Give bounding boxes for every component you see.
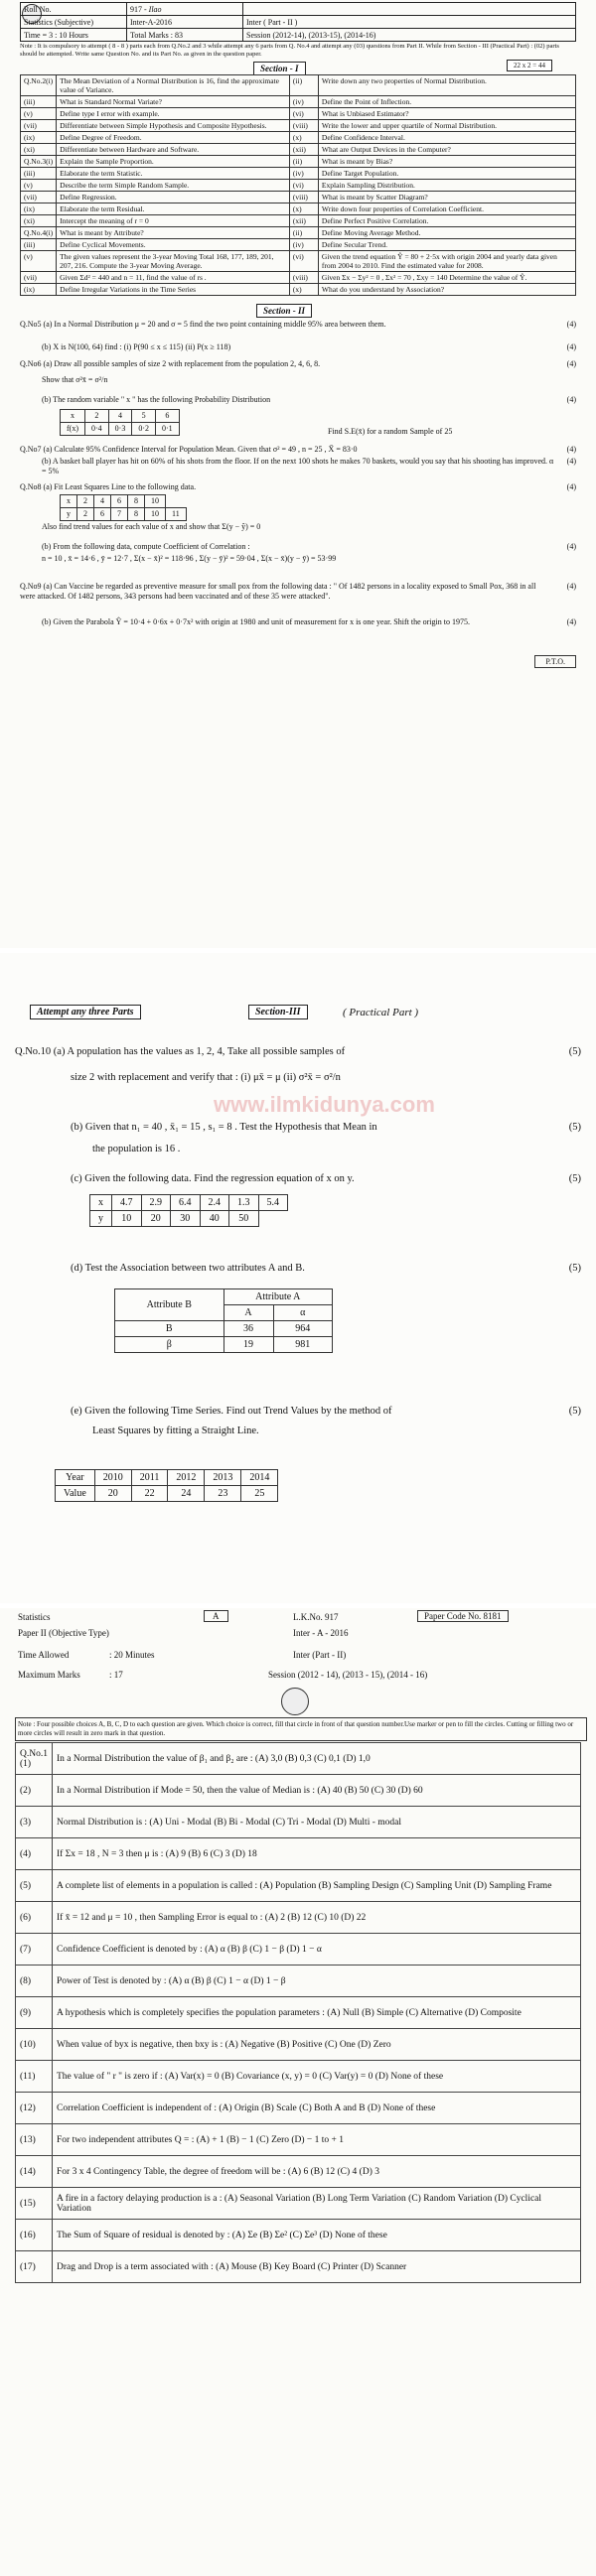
question-text: Define Degree of Freedom. [57,132,290,144]
mcq-row [16,2061,581,2093]
question-number: (vi) [289,108,318,120]
mcq-text: For two independent attributes Q = : (A) + 1 (B) − 1 (C) Zero (D) − 1 to + 1 [53,2124,581,2156]
mcq-number: (14) [16,2156,53,2188]
table-cell: 0·4 [85,423,109,436]
subjective-page [0,0,596,948]
q10a-verify: size 2 with replacement and verify that : (i) μx̄ = μ (ii) σ²x̄ = σ²/n [71,1072,341,1083]
q9a: Q.No9 (a) Can Vaccine be regarded as preventive measure for small pox from the following data : " Of 1482 persons in a locality exposed to Small Pox, 368 in all were attacked. Of 1482 persons, 343 persons had been vaccinated and of these 35 were attacked". (4) [20,582,576,601]
question-number: (v) [21,180,57,192]
mcq-row [16,1902,581,1934]
question-text: Elaborate the term Residual. [57,203,290,215]
short-question-row [21,239,576,251]
q10d-table [114,1288,333,1353]
session: Session (2012-14), (2013-15), (2014-16) [243,29,576,42]
mcq-number: (11) [16,2061,53,2093]
mcq-row [16,1743,581,1775]
short-question-row [21,215,576,227]
table-cell: 964 [273,1321,332,1337]
instructions-note: Note : It is compulsory to attempt ( 8 - 8 ) parts each from Q.No.2 and 3 while attempt any 6 parts from Q. No.4 and attempt any (03) questions from Part II. While from Section - III (Practical Part) : (02) parts should be attempted. Write same Question No. and its Part No. as given in the question paper. [20,43,559,58]
attempt-instruction: Attempt any three Parts [30,1005,141,1019]
lk-number: L.K.No. 917 [293,1612,339,1622]
table-cell: 7 [111,508,128,521]
q10e-cont: Least Squares by fitting a Straight Line. [92,1425,259,1436]
mcq-text: If x̄ = 12 and μ = 10 , then Sampling Error is equal to : (A) 2 (B) 12 (C) 10 (D) 22 [53,1902,581,1934]
mcq-number: (5) [16,1870,53,1902]
mcq-row [16,1775,581,1807]
subject: Statistics (Subjective) [21,16,127,29]
table-cell: 0·3 [108,423,132,436]
question-number: (ii) [289,227,318,239]
time-allowed-value: : 20 Minutes [109,1650,155,1660]
subject-label: Statistics [18,1612,51,1622]
table-cell: 10 [112,1211,142,1227]
question-number: (vii) [21,120,57,132]
mcq-number: (8) [16,1966,53,1997]
mcq-number: (9) [16,1997,53,2029]
table-cell: 0·1 [156,423,180,436]
practical-page [0,953,596,1603]
section-1-title: Section - I [253,62,306,75]
mcq-row [16,2029,581,2061]
question-number: (ix) [21,203,57,215]
q8a-table-wrap [20,492,576,523]
mcq-number: (6) [16,1902,53,1934]
watermark: www.ilmkidunya.com [214,1092,435,1117]
marks: (4) [566,582,576,591]
question-number: (iv) [289,168,318,180]
q10e: (e) Given the following Time Series. Find out Trend Values by the method of (5) [71,1406,581,1417]
table-row [115,1321,333,1337]
roll-label: Roll No. [21,3,127,16]
q5a: Q.No5 (a) In a Normal Distribution μ = 20 and σ = 5 find the two point containing middle 95% area between them. (4) [20,320,576,329]
question-text: Define Irregular Variations in the Time Series [57,284,290,296]
question-text: Describe the term Simple Random Sample. [57,180,290,192]
table-cell: 20 [141,1211,171,1227]
table-cell: 40 [200,1211,229,1227]
question-text: Define Regression. [57,192,290,203]
mcq-note: Note : Four possible choices A, B, C, D to each question are given. Which choice is correct, fill that circle in front of that question number.Use marker or pen to fill the circles. Cutting or filling two or more circles will result in zero mark in that question. [15,1717,587,1741]
mcq-text: Confidence Coefficient is denoted by : (A) α (B) β (C) 1 − β (D) 1 − α [53,1934,581,1966]
question-number: (xi) [21,144,57,156]
table-cell: 24 [168,1486,205,1502]
q10b-cont: the population is 16 . [92,1144,181,1154]
mcq-text: Normal Distribution is : (A) Uni - Modal (B) Bi - Modal (C) Tri - Modal (D) Multi - modal [53,1807,581,1838]
question-text: Define Confidence Interval. [318,132,575,144]
question-number: (xi) [21,215,57,227]
mcq-row [16,1807,581,1838]
short-question-row [21,272,576,284]
question-text: What is Standard Normal Variate? [57,96,290,108]
question-number: (iv) [289,96,318,108]
table-row [115,1337,333,1353]
marks: (5) [568,1406,581,1417]
table-cell: f(x) [61,423,85,436]
table-cell: 30 [171,1211,201,1227]
question-number: Q.No.2(i) [21,75,57,96]
table-row [61,423,180,436]
question-text: Define Perfect Positive Correlation. [318,215,575,227]
mcq-text: If Σx = 18 , N = 3 then μ is : (A) 9 (B) 6 (C) 3 (D) 18 [53,1838,581,1870]
short-question-row [21,75,576,96]
table-cell: 6.4 [171,1195,201,1211]
short-question-row [21,192,576,203]
section-1-marks: 22 x 2 = 44 [507,60,552,71]
mcq-table [15,1742,581,2283]
mcq-row [16,1997,581,2029]
table-row [56,1470,278,1486]
table-cell: 2014 [241,1470,278,1486]
marks: (4) [566,320,576,329]
table-cell: y [90,1211,112,1227]
question-number: Q.No.3(i) [21,156,57,168]
table-cell: x [61,410,85,423]
mcq-text: The Sum of Square of residual is denoted by : (A) Σe (B) Σe² (C) Σe³ (D) None of these [53,2220,581,2251]
col-alpha: α [273,1305,332,1321]
question-text: Define type I error with example. [57,108,290,120]
q7b: (b) A basket ball player has hit on 60% of his shots from the floor. If on the next 100 shots he makes 70 baskets, would you say that his shooting has improved. α = 5% (4) [42,457,576,475]
mcq-text: A complete list of elements in a population is called : (A) Population (B) Sampling Design (C) Sampling Unit (D) Sampling Frame [53,1870,581,1902]
mcq-number: (4) [16,1838,53,1870]
mcq-text: For 3 x 4 Contingency Table, the degree of freedom will be : (A) 6 (B) 12 (C) 4 (D) 3 [53,2156,581,2188]
q10a: Q.No.10 (a) A population has the values as 1, 2, 4, Take all possible samples of (5) [15,1046,581,1057]
q8a-trend: Also find trend values for each value of x and show that Σ(y − ŷ) = 0 [42,522,261,531]
mcq-number: (13) [16,2124,53,2156]
question-text: What do you understand by Association? [318,284,575,296]
question-number: (xii) [289,215,318,227]
mcq-text: Correlation Coefficient is independent of : (A) Origin (B) Scale (C) Both A and B (D) None of these [53,2093,581,2124]
marks: (4) [566,445,576,454]
question-text: Intercept the meaning of r = 0 [57,215,290,227]
question-text: Define Moving Average Method. [318,227,575,239]
question-number: (vii) [21,192,57,203]
mcq-text: Power of Test is denoted by : (A) α (B) β (C) 1 − α (D) 1 − β [53,1966,581,1997]
mcq-number: (16) [16,2220,53,2251]
question-number: (vii) [21,272,57,284]
mcq-number: (2) [16,1775,53,1807]
table-cell: 2010 [94,1470,131,1486]
mcq-row [16,1838,581,1870]
q10c: (c) Given the following data. Find the regression equation of x on y. (5) [71,1173,581,1184]
question-text: Explain Sampling Distribution. [318,180,575,192]
marks: (4) [566,359,576,368]
paper-header [20,2,576,42]
mcq-row [16,2124,581,2156]
table-cell: 0·2 [132,423,156,436]
question-text: Write the lower and upper quartile of Normal Distribution. [318,120,575,132]
question-number: (ii) [289,156,318,168]
table-cell: y [61,508,77,521]
header-attr-b: Attribute B [115,1289,224,1321]
question-number: (iv) [289,239,318,251]
short-question-row [21,96,576,108]
question-number: Q.No.4(i) [21,227,57,239]
mcq-text: A hypothesis which is completely specifies the population parameters : (A) Null (B) Simple (C) Alternative (D) Composite [53,1997,581,2029]
question-number: (viii) [289,192,318,203]
mcq-number: (15) [16,2188,53,2220]
question-text: Write down any two properties of Normal Distribution. [318,75,575,96]
q10d: (d) Test the Association between two attributes A and B. (5) [71,1263,581,1274]
marks: (4) [566,482,576,491]
q10c-table-wrap [89,1194,288,1227]
table-cell: 23 [205,1486,241,1502]
question-number: (vi) [289,251,318,272]
short-question-row [21,284,576,296]
short-question-row [21,132,576,144]
question-text: What is meant by Attribute? [57,227,290,239]
short-questions-table [20,74,576,296]
q5b: (b) X is N(100, 64) find : (i) P(90 ≤ x ≤ 115) (ii) P(x ≥ 118) (4) [42,342,576,351]
question-text: Elaborate the term Statistic. [57,168,290,180]
mcq-number: (3) [16,1807,53,1838]
table-cell: 10 [145,508,166,521]
question-number: (ix) [21,132,57,144]
short-question-row [21,108,576,120]
mcq-text: A fire in a factory delaying production is a : (A) Seasonal Variation (B) Long Term Variation (C) Random Variation (D) Cyclical Variation [53,2188,581,2220]
question-text: Differentiate between Hardware and Software. [57,144,290,156]
short-question-row [21,251,576,272]
mcq-number: Q.No.1 (1) [16,1743,53,1775]
short-question-row [21,168,576,180]
table-cell: 4 [94,495,111,508]
handwritten-code: - Ilao [144,4,162,14]
time: Time = 3 : 10 Hours [21,29,127,42]
table-cell: 2012 [168,1470,205,1486]
col-a: A [224,1305,273,1321]
table-cell: 22 [131,1486,168,1502]
table-cell: 11 [166,508,187,521]
max-marks-value: : 17 [109,1670,123,1680]
mcq-row [16,2156,581,2188]
question-number: (iii) [21,168,57,180]
short-question-row [21,144,576,156]
session-top: Inter-A-2016 [127,16,243,29]
mcq-row [16,2093,581,2124]
table-cell: 8 [128,495,145,508]
q6b-find: Find S.E(x̄) for a random Sample of 25 [328,427,453,436]
q6b-table [60,409,180,436]
short-question-row [21,180,576,192]
q9b: (b) Given the Parabola Ŷ = 10·4 + 0·6x + 0·7x² with origin at 1980 and unit of measurement for x is one year. Shift the origin to 1975. (4) [42,617,576,626]
question-text: Write down four properties of Correlation Coefficient. [318,203,575,215]
question-text: The given values represent the 3-year Moving Total 168, 177, 189, 201, 207, 216. Compute the 3-year Moving Average. [57,251,290,272]
max-marks-label: Maximum Marks [18,1670,80,1680]
table-cell: 1.3 [229,1195,259,1211]
table-cell: 6 [94,508,111,521]
mcq-text: In a Normal Distribution if Mode = 50, then the value of Median is : (A) 40 (B) 50 (C) 30 (D) 60 [53,1775,581,1807]
short-question-row [21,227,576,239]
table-cell: β [115,1337,224,1353]
table-cell: 6 [111,495,128,508]
table-row [90,1195,288,1211]
mcq-number: (12) [16,2093,53,2124]
table-cell: 25 [241,1486,278,1502]
table-row [61,508,187,521]
pto-label: P.T.O. [534,655,576,668]
question-text: Define Target Population. [318,168,575,180]
q10c-table [89,1194,288,1227]
objective-page [0,1608,596,2576]
table-row [90,1211,288,1227]
table-cell: 4 [108,410,132,423]
marks: (4) [566,617,576,626]
table-cell: 8 [128,508,145,521]
question-number: (ix) [21,284,57,296]
paper-code: 917 [130,4,142,14]
table-cell: 20 [94,1486,131,1502]
question-text: Given Σd² = 440 and n = 11, find the value of rs . [57,272,290,284]
short-question-row [21,203,576,215]
table-cell: 2 [77,495,94,508]
q10d-table-wrap [114,1288,333,1353]
question-text: The Mean Deviation of a Normal Distribution is 16, find the approximate value of Variance. [57,75,290,96]
question-text: Define Secular Trend. [318,239,575,251]
question-text: What is meant by Bias? [318,156,575,168]
question-text: Define the Point of Inflection. [318,96,575,108]
q8b-data: n = 10 , x̄ = 14·6 , ȳ = 12·7 , Σ(x − x̄)² = 118·96 , Σ(y − ȳ)² = 59·04 , Σ(x − x̄)(y − ȳ) = 53·99 [42,554,337,563]
table-cell: x [90,1195,112,1211]
time-allowed-label: Time Allowed [18,1650,70,1660]
table-cell: 5.4 [258,1195,288,1211]
table-cell: 50 [229,1211,259,1227]
question-number: (ii) [289,75,318,96]
table-row [61,410,180,423]
question-number: (v) [21,251,57,272]
question-text: Define Cyclical Movements. [57,239,290,251]
table-cell: 2 [85,410,109,423]
mcq-number: (7) [16,1934,53,1966]
practical-label: ( Practical Part ) [343,1007,419,1018]
mcq-number: (17) [16,2251,53,2283]
question-text: Given Σx − Σy² = 0 , Σx² = 70 , Σxy = 140 Determine the value of Ŷ. [318,272,575,284]
question-text: What is meant by Scatter Diagram? [318,192,575,203]
question-text: Differentiate between Simple Hypothesis and Composite Hypothesis. [57,120,290,132]
mcq-text: The value of " r " is zero if : (A) Var(x) = 0 (B) Covariance (x, y) = 0 (C) Var(y) = 0 (D) None of these [53,2061,581,2093]
question-text: What are Output Devices in the Computer? [318,144,575,156]
question-number: (viii) [289,272,318,284]
mcq-row [16,2251,581,2283]
question-number: (v) [21,108,57,120]
question-number: (xii) [289,144,318,156]
question-number: (x) [289,284,318,296]
mcq-row [16,2188,581,2220]
q6a-show: Show that σ²x̄ = σ²/n [42,375,108,384]
part: Inter ( Part - II ) [243,16,576,29]
q8a-table [60,494,187,521]
paper-set-box: A [204,1610,228,1622]
board-logo [281,1688,309,1715]
mcq-text: In a Normal Distribution the value of β₁ and β₂ are : (A) 3,0 (B) 0,3 (C) 0,1 (D) 1,0 [53,1743,581,1775]
session-top: Inter - A - 2016 [293,1628,349,1638]
q6b: (b) The random variable " x " has the following Probability Distribution (4) [42,395,576,404]
mcq-text: Drag and Drop is a term associated with : (A) Mouse (B) Key Board (C) Printer (D) Scanner [53,2251,581,2283]
question-number: (viii) [289,120,318,132]
table-cell: Year [56,1470,95,1486]
q8b: (b) From the following data, compute Coefficient of Correlation : (4) [42,542,576,551]
table-cell: 2013 [205,1470,241,1486]
table-cell: 2.4 [200,1195,229,1211]
table-cell: 10 [145,495,166,508]
total-marks: Total Marks : 83 [127,29,243,42]
header-attr-a: Attribute A [224,1289,333,1305]
short-question-row [21,156,576,168]
mcq-row [16,1966,581,1997]
table-cell: 6 [156,410,180,423]
q6a: Q.No6 (a) Draw all possible samples of size 2 with replacement from the population 2, 4, 6, 8. (4) [20,359,576,368]
q10b: (b) Given that n₁ = 40 , x̄₁ = 15 , s₁ = 8 . Test the Hypothesis that Mean in (5) [71,1122,581,1133]
short-question-row [21,120,576,132]
table-cell: 2011 [131,1470,168,1486]
mcq-text: When value of byx is negative, then bxy is : (A) Negative (B) Positive (C) One (D) Zero [53,2029,581,2061]
table-cell: 5 [132,410,156,423]
question-number: (x) [289,203,318,215]
q10e-table-wrap [55,1469,278,1502]
marks: (4) [566,395,576,404]
table-cell: 36 [224,1321,273,1337]
mcq-row [16,1870,581,1902]
q7a: Q.No7 (a) Calculate 95% Confidence Interval for Population Mean. Given that σ² = 49 , n = 25 , X̄ = 83·0 (4) [20,445,576,454]
marks: (4) [566,342,576,351]
table-cell: 19 [224,1337,273,1353]
session: Session (2012 - 14), (2013 - 15), (2014 - 16) [268,1670,428,1680]
q8a: Q.No8 (a) Fit Least Squares Line to the following data. (4) [20,482,576,491]
paper-type: Paper II (Objective Type) [18,1628,109,1638]
question-number: (x) [289,132,318,144]
marks: (5) [568,1046,581,1057]
table-cell: 981 [273,1337,332,1353]
section-2-title: Section - II [256,304,312,318]
section-3-title: Section-III [248,1005,308,1019]
marks: (4) [566,457,576,466]
table-cell: B [115,1321,224,1337]
table-cell: x [61,495,77,508]
question-text: What is Unbiased Estimator? [318,108,575,120]
mcq-row [16,1934,581,1966]
table-row [56,1486,278,1502]
table-cell: 4.7 [112,1195,142,1211]
table-cell: 2 [77,508,94,521]
question-number: (iii) [21,239,57,251]
paper-code-box: Paper Code No. 8181 [417,1610,509,1622]
table-row [61,495,187,508]
q10e-table [55,1469,278,1502]
table-cell: 2.9 [141,1195,171,1211]
question-text: Explain the Sample Proportion. [57,156,290,168]
question-number: (iii) [21,96,57,108]
marks: (5) [568,1122,581,1133]
marks: (5) [568,1263,581,1274]
mcq-row [16,2220,581,2251]
marks: (4) [566,542,576,551]
part: Inter (Part - II) [293,1650,347,1660]
question-text: Given the trend equation Ŷ = 80 + 2·5x with origin 2004 and yearly data given from 2004 to 2010. Find the estimated value for 2008. [318,251,575,272]
mcq-number: (10) [16,2029,53,2061]
question-number: (vi) [289,180,318,192]
marks: (5) [568,1173,581,1184]
table-cell: Value [56,1486,95,1502]
